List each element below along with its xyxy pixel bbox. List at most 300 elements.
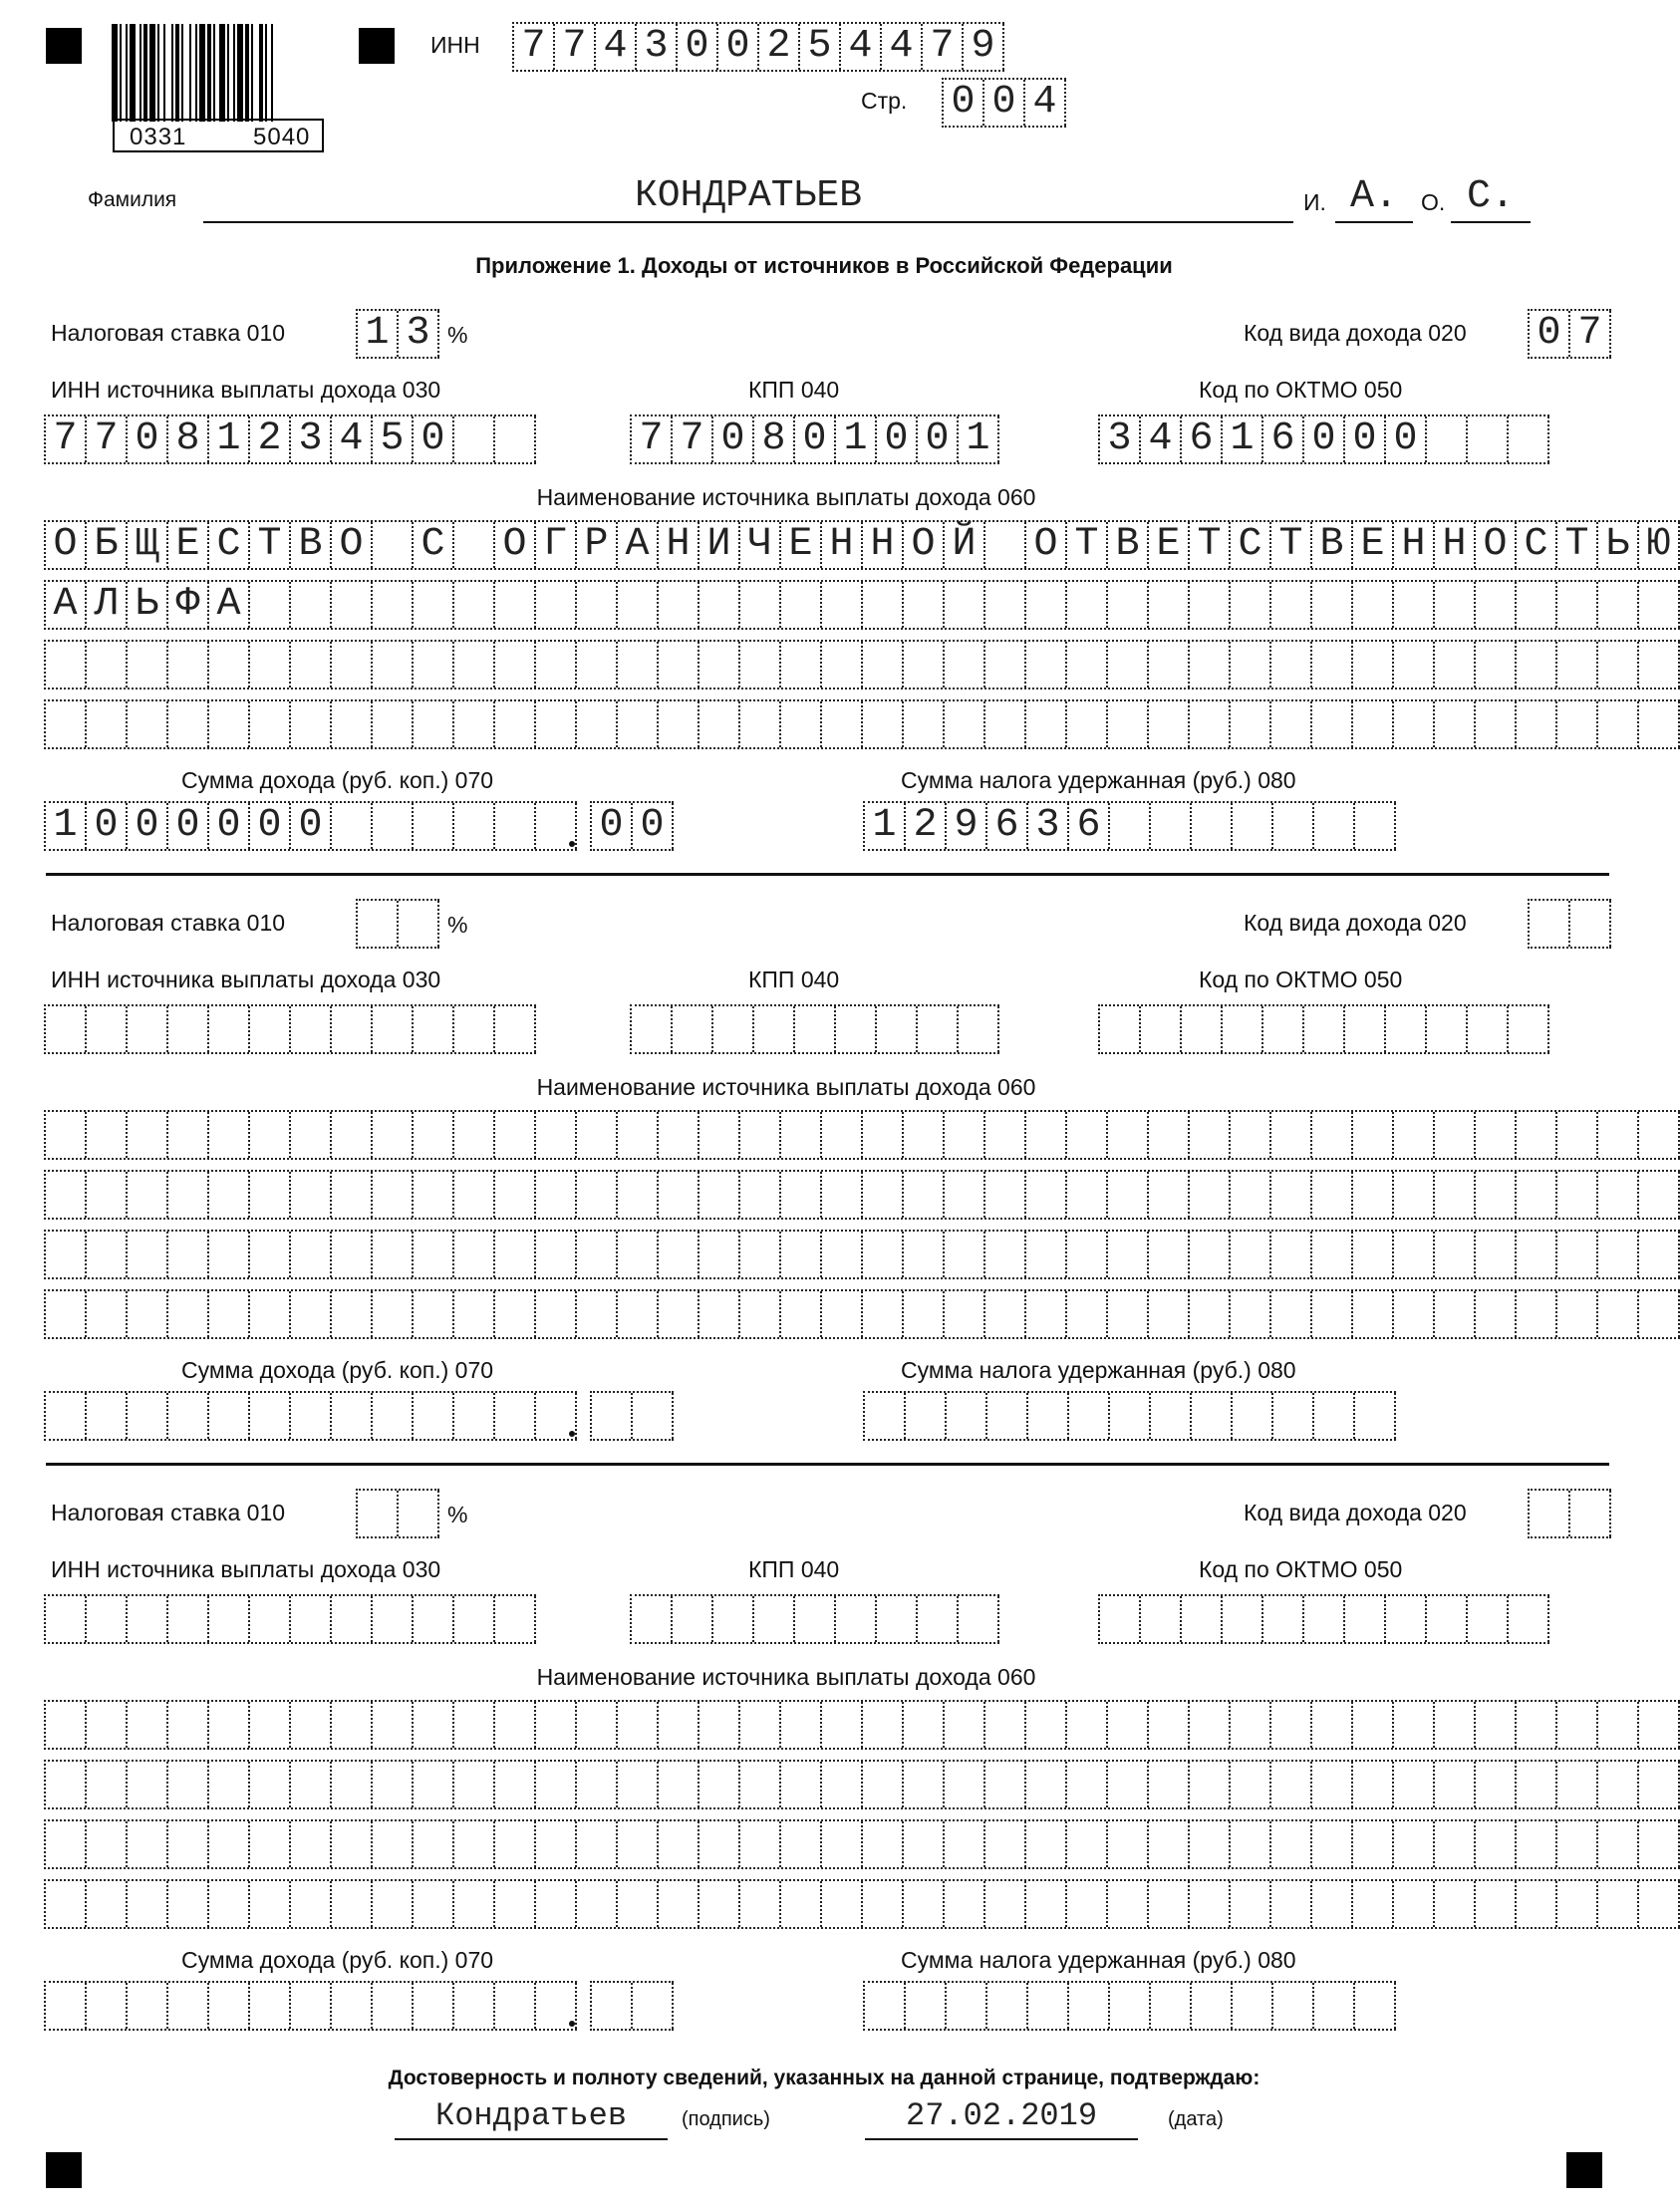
income-rub-field[interactable] — [44, 801, 577, 851]
barcode-bar — [149, 24, 155, 122]
surname-underline — [203, 221, 1293, 223]
char-cell — [659, 1702, 700, 1748]
char-cell — [781, 1762, 822, 1807]
char-cell — [495, 1232, 536, 1277]
inn-label: ИНН — [430, 32, 480, 58]
char-cell: Ь — [1598, 522, 1639, 568]
char-cell: Е — [1149, 522, 1190, 568]
char-cell — [1557, 1232, 1598, 1277]
char-cell — [87, 1983, 128, 2029]
char-cell: Р — [577, 522, 618, 568]
char-cell — [1517, 1291, 1557, 1337]
kpp-field[interactable] — [630, 1004, 999, 1054]
char-cell: 0 — [128, 416, 168, 462]
income-rub-field[interactable] — [44, 1981, 577, 2031]
char-cell — [822, 1762, 863, 1807]
char-cell — [1271, 582, 1312, 628]
char-cell — [618, 1232, 659, 1277]
char-cell — [1394, 642, 1435, 688]
char-cell — [1435, 582, 1476, 628]
initial-i-value[interactable]: А. — [1349, 174, 1398, 219]
source-name-line[interactable] — [44, 640, 1680, 690]
char-cell — [291, 1291, 332, 1337]
kpp-label: КПП 040 — [748, 1556, 840, 1582]
char-cell: 7 — [1570, 311, 1611, 357]
char-cell — [128, 1821, 168, 1867]
char-cell — [985, 1702, 1026, 1748]
char-cell — [1386, 1596, 1427, 1642]
source-name-line[interactable] — [44, 1170, 1680, 1220]
char-cell: Л — [87, 582, 128, 628]
char-cell — [1108, 1762, 1149, 1807]
char-cell: Б — [87, 522, 128, 568]
char-cell — [373, 1596, 414, 1642]
char-cell — [904, 1112, 945, 1158]
char-cell — [985, 522, 1026, 568]
char-cell — [904, 642, 945, 688]
char-cell — [1394, 1112, 1435, 1158]
char-cell — [1557, 1291, 1598, 1337]
char-cell — [1304, 1596, 1345, 1642]
char-cell — [1517, 1172, 1557, 1218]
char-cell — [168, 1881, 209, 1927]
char-cell — [1598, 642, 1639, 688]
char-cell: 1 — [209, 416, 250, 462]
char-cell — [1026, 1172, 1067, 1218]
char-cell — [46, 1881, 87, 1927]
tax-withheld-label: Сумма налога удержанная (руб.) 080 — [901, 1947, 1296, 1973]
initial-o-label: О. — [1421, 189, 1446, 215]
char-cell — [822, 582, 863, 628]
barcode-bar — [157, 24, 159, 122]
char-cell — [1067, 1172, 1108, 1218]
char-cell — [128, 642, 168, 688]
barcode-bar — [112, 24, 118, 122]
char-cell — [1353, 1291, 1394, 1337]
char-cell — [495, 1762, 536, 1807]
char-cell: 0 — [128, 803, 168, 849]
section-divider — [46, 873, 1609, 876]
source-inn-field[interactable] — [44, 1594, 536, 1644]
income-kop-field[interactable] — [590, 801, 674, 851]
char-cell — [291, 1172, 332, 1218]
char-cell — [1271, 1702, 1312, 1748]
char-cell — [87, 1172, 128, 1218]
char-cell — [414, 1983, 454, 2029]
source-inn-field[interactable] — [44, 414, 536, 464]
char-cell — [1427, 1596, 1468, 1642]
income-kop-field[interactable] — [590, 1981, 674, 2031]
date-underline — [865, 2138, 1138, 2140]
char-cell — [618, 1762, 659, 1807]
page-title: Приложение 1. Доходы от источников в Российской Федерации — [475, 253, 1173, 278]
char-cell — [1149, 1291, 1190, 1337]
char-cell — [1509, 1596, 1549, 1642]
char-cell — [632, 1006, 673, 1052]
char-cell — [291, 701, 332, 747]
char-cell: 0 — [795, 416, 836, 462]
income-rub-field[interactable] — [44, 1391, 577, 1441]
char-cell — [291, 1006, 332, 1052]
char-cell — [1476, 1232, 1517, 1277]
char-cell — [1149, 582, 1190, 628]
char-cell — [1231, 582, 1271, 628]
char-cell — [1028, 1393, 1069, 1439]
barcode-bar — [143, 24, 147, 122]
char-cell — [740, 582, 781, 628]
char-cell: 7 — [87, 416, 128, 462]
char-cell — [250, 1821, 291, 1867]
char-cell — [863, 642, 904, 688]
char-cell — [291, 1393, 332, 1439]
char-cell — [713, 1006, 754, 1052]
char-cell — [577, 642, 618, 688]
char-cell: Т — [1557, 522, 1598, 568]
char-cell — [209, 1172, 250, 1218]
income-kop-field[interactable] — [590, 1391, 674, 1441]
corner-marker-bottom-right — [1566, 2152, 1602, 2188]
char-cell: Ч — [740, 522, 781, 568]
char-cell — [332, 1762, 373, 1807]
char-cell — [904, 1762, 945, 1807]
char-cell — [414, 1232, 454, 1277]
char-cell: 1 — [836, 416, 877, 462]
char-cell: 9 — [964, 24, 1004, 70]
char-cell — [985, 582, 1026, 628]
char-cell — [536, 1172, 577, 1218]
source-name-line[interactable] — [44, 1230, 1680, 1279]
char-cell — [781, 1821, 822, 1867]
char-cell — [1151, 1983, 1192, 2029]
char-cell — [700, 1762, 740, 1807]
char-cell — [87, 1762, 128, 1807]
inn-field[interactable] — [512, 22, 1004, 72]
char-cell — [495, 1596, 536, 1642]
char-cell — [128, 701, 168, 747]
char-cell — [1345, 1596, 1386, 1642]
char-cell — [633, 1393, 674, 1439]
char-cell — [250, 1291, 291, 1337]
income-code-field[interactable] — [1528, 1489, 1611, 1538]
char-cell — [1067, 642, 1108, 688]
char-cell — [1149, 642, 1190, 688]
percent-sign: % — [447, 1502, 468, 1527]
char-cell: Е — [168, 522, 209, 568]
char-cell — [781, 642, 822, 688]
tax-rate-field[interactable] — [356, 899, 439, 949]
char-cell — [291, 1702, 332, 1748]
char-cell — [250, 1393, 291, 1439]
char-cell — [1231, 1762, 1271, 1807]
char-cell — [209, 1232, 250, 1277]
source-name-line[interactable] — [44, 1110, 1680, 1160]
char-cell — [863, 1762, 904, 1807]
char-cell — [46, 1821, 87, 1867]
char-cell: 0 — [1345, 416, 1386, 462]
surname-value[interactable]: КОНДРАТЬЕВ — [634, 174, 863, 217]
char-cell — [454, 1762, 495, 1807]
char-cell — [781, 1112, 822, 1158]
page-number-field[interactable] — [942, 78, 1066, 128]
char-cell — [577, 1762, 618, 1807]
char-cell — [1026, 1112, 1067, 1158]
char-cell — [128, 1006, 168, 1052]
char-cell — [740, 1232, 781, 1277]
barcode-bar — [126, 24, 128, 122]
char-cell — [87, 1596, 128, 1642]
char-cell — [87, 1881, 128, 1927]
char-cell — [454, 1291, 495, 1337]
char-cell — [1100, 1006, 1141, 1052]
char-cell — [291, 642, 332, 688]
char-cell: 0 — [414, 416, 454, 462]
char-cell — [1353, 1172, 1394, 1218]
char-cell — [947, 1393, 987, 1439]
char-cell — [1598, 582, 1639, 628]
initial-o-value[interactable]: С. — [1466, 174, 1515, 219]
char-cell — [1108, 701, 1149, 747]
char-cell — [168, 642, 209, 688]
char-cell — [673, 1006, 713, 1052]
char-cell — [1353, 1702, 1394, 1748]
signature-value[interactable]: Кондратьев — [434, 2097, 628, 2134]
char-cell — [536, 1232, 577, 1277]
char-cell — [250, 1006, 291, 1052]
char-cell — [1149, 1232, 1190, 1277]
char-cell — [1476, 1291, 1517, 1337]
char-cell — [1271, 1762, 1312, 1807]
char-cell: А — [618, 522, 659, 568]
oktmo-field[interactable] — [1098, 1594, 1549, 1644]
char-cell — [1223, 1596, 1263, 1642]
source-name-line[interactable] — [44, 580, 1680, 630]
char-cell — [863, 1881, 904, 1927]
char-cell — [1394, 1762, 1435, 1807]
char-cell — [128, 1762, 168, 1807]
char-cell — [414, 1702, 454, 1748]
char-cell: 4 — [841, 24, 882, 70]
char-cell — [1312, 1112, 1353, 1158]
tax-rate-label: Налоговая ставка 010 — [51, 320, 286, 346]
char-cell — [495, 1983, 536, 2029]
char-cell — [414, 1762, 454, 1807]
kpp-field[interactable] — [630, 414, 999, 464]
char-cell — [1598, 701, 1639, 747]
income-code-field[interactable] — [1528, 899, 1611, 949]
char-cell — [863, 582, 904, 628]
char-cell — [945, 1702, 985, 1748]
char-cell — [1427, 416, 1468, 462]
char-cell — [1231, 1821, 1271, 1867]
char-cell — [1312, 1232, 1353, 1277]
char-cell — [209, 1291, 250, 1337]
char-cell: 0 — [918, 416, 959, 462]
char-cell — [700, 1702, 740, 1748]
char-cell — [1598, 1291, 1639, 1337]
source-inn-field[interactable] — [44, 1004, 536, 1054]
char-cell — [781, 1881, 822, 1927]
char-cell — [1557, 1172, 1598, 1218]
char-cell — [1639, 1172, 1680, 1218]
char-cell — [904, 582, 945, 628]
char-cell: 2 — [759, 24, 800, 70]
char-cell — [291, 582, 332, 628]
char-cell — [1517, 1881, 1557, 1927]
char-cell — [1394, 1821, 1435, 1867]
char-cell: 4 — [1141, 416, 1182, 462]
char-cell — [822, 1232, 863, 1277]
char-cell — [46, 1006, 87, 1052]
char-cell — [536, 582, 577, 628]
char-cell — [700, 1821, 740, 1867]
char-cell: Н — [1394, 522, 1435, 568]
char-cell: О — [904, 522, 945, 568]
char-cell — [863, 1821, 904, 1867]
char-cell — [659, 1232, 700, 1277]
tax-withheld-field[interactable] — [863, 801, 1396, 851]
char-cell — [128, 1172, 168, 1218]
char-cell — [168, 701, 209, 747]
char-cell: 8 — [168, 416, 209, 462]
char-cell — [592, 1393, 633, 1439]
char-cell: 0 — [168, 803, 209, 849]
char-cell — [1108, 1702, 1149, 1748]
tax-rate-field[interactable] — [356, 309, 439, 359]
char-cell: 6 — [1069, 803, 1110, 849]
char-cell — [987, 1983, 1028, 2029]
source-name-line[interactable] — [44, 1760, 1680, 1809]
char-cell — [1509, 1006, 1549, 1052]
char-cell — [1192, 803, 1233, 849]
char-cell: 0 — [713, 416, 754, 462]
source-name-line[interactable] — [44, 520, 1680, 570]
char-cell — [781, 1232, 822, 1277]
char-cell — [1557, 1762, 1598, 1807]
char-cell: Н — [1435, 522, 1476, 568]
char-cell: 0 — [678, 24, 718, 70]
char-cell — [414, 1112, 454, 1158]
char-cell — [985, 1112, 1026, 1158]
char-cell — [985, 701, 1026, 747]
char-cell — [781, 582, 822, 628]
char-cell — [945, 1232, 985, 1277]
char-cell — [877, 1596, 918, 1642]
barcode-number-right: 5040 — [253, 124, 311, 150]
char-cell: 0 — [1304, 416, 1345, 462]
source-name-line[interactable] — [44, 1289, 1680, 1339]
char-cell — [1069, 1393, 1110, 1439]
char-cell — [822, 1112, 863, 1158]
char-cell — [1026, 701, 1067, 747]
char-cell — [168, 1983, 209, 2029]
char-cell — [1476, 1821, 1517, 1867]
char-cell — [1271, 701, 1312, 747]
char-cell — [1067, 1291, 1108, 1337]
char-cell — [250, 1881, 291, 1927]
tax-rate-field[interactable] — [356, 1489, 439, 1538]
char-cell — [1026, 1821, 1067, 1867]
char-cell — [1190, 1291, 1231, 1337]
char-cell — [495, 803, 536, 849]
char-cell — [128, 1702, 168, 1748]
char-cell — [168, 1821, 209, 1867]
char-cell — [209, 1983, 250, 2029]
char-cell — [1233, 1983, 1273, 2029]
kpp-label: КПП 040 — [748, 967, 840, 992]
source-name-line[interactable] — [44, 1819, 1680, 1869]
barcode-number-left: 0331 — [130, 124, 187, 150]
char-cell — [168, 1172, 209, 1218]
income-code-field[interactable] — [1528, 309, 1611, 359]
char-cell — [1386, 1006, 1427, 1052]
barcode-bar — [265, 24, 267, 122]
char-cell — [454, 701, 495, 747]
char-cell — [918, 1596, 959, 1642]
char-cell — [1271, 642, 1312, 688]
char-cell — [985, 1172, 1026, 1218]
source-name-line[interactable] — [44, 699, 1680, 749]
char-cell — [414, 582, 454, 628]
char-cell — [1108, 1821, 1149, 1867]
char-cell — [945, 642, 985, 688]
char-cell — [332, 642, 373, 688]
char-cell — [332, 1596, 373, 1642]
source-name-line[interactable] — [44, 1700, 1680, 1750]
char-cell: 0 — [209, 803, 250, 849]
source-name-label: Наименование источника выплаты дохода 060 — [536, 484, 1036, 510]
char-cell — [332, 582, 373, 628]
char-cell: 3 — [637, 24, 678, 70]
char-cell — [781, 701, 822, 747]
date-value[interactable]: 27.02.2019 — [905, 2097, 1098, 2134]
char-cell — [577, 1821, 618, 1867]
char-cell — [1190, 1762, 1231, 1807]
char-cell — [1517, 642, 1557, 688]
char-cell — [1312, 1762, 1353, 1807]
char-cell — [659, 701, 700, 747]
char-cell — [865, 1983, 906, 2029]
char-cell: 1 — [358, 311, 399, 357]
char-cell — [1231, 1112, 1271, 1158]
char-cell — [358, 901, 399, 947]
char-cell — [618, 642, 659, 688]
char-cell: Щ — [128, 522, 168, 568]
char-cell — [332, 701, 373, 747]
source-name-line[interactable] — [44, 1879, 1680, 1929]
oktmo-field[interactable] — [1098, 414, 1549, 464]
char-cell — [128, 1983, 168, 2029]
char-cell — [1067, 701, 1108, 747]
char-cell: 7 — [632, 416, 673, 462]
char-cell: 6 — [987, 803, 1028, 849]
barcode-bar — [140, 24, 141, 122]
kpp-field[interactable] — [630, 1594, 999, 1644]
char-cell: 4 — [882, 24, 923, 70]
char-cell — [332, 1172, 373, 1218]
char-cell — [1598, 1232, 1639, 1277]
char-cell — [1231, 642, 1271, 688]
char-cell: 6 — [1263, 416, 1304, 462]
tax-withheld-field[interactable] — [863, 1391, 1396, 1441]
char-cell — [904, 1702, 945, 1748]
oktmo-field[interactable] — [1098, 1004, 1549, 1054]
char-cell — [373, 1702, 414, 1748]
char-cell — [1557, 1112, 1598, 1158]
tax-withheld-field[interactable] — [863, 1981, 1396, 2031]
char-cell — [713, 1596, 754, 1642]
char-cell — [1190, 1232, 1231, 1277]
char-cell — [1530, 1491, 1570, 1536]
